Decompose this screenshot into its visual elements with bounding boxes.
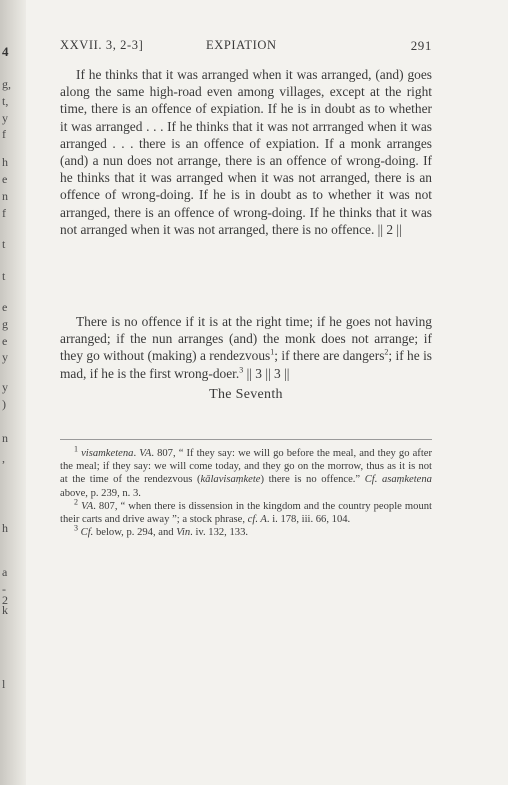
text-run: ) there is no offence.” xyxy=(260,474,365,486)
text-run: below, p. 294, and xyxy=(93,527,177,539)
footnote-marker: 2 xyxy=(384,347,389,357)
gutter-fragment: h xyxy=(2,521,8,535)
text-run: . xyxy=(133,448,140,459)
text-run: above, p. 239, n. 3. xyxy=(60,487,141,499)
running-header xyxy=(60,38,432,56)
gutter-fragment: k xyxy=(2,603,8,617)
citation: Vin xyxy=(176,527,191,539)
gutter-fragment: e xyxy=(2,300,8,314)
footnote-divider xyxy=(60,439,432,440)
footnotes xyxy=(60,444,433,539)
gutter-fragment: l xyxy=(2,677,6,691)
main-paragraph-1 xyxy=(60,66,432,238)
gutter-fragment: f xyxy=(2,206,6,220)
chapter-reference: XXVII. 3, 2-3] xyxy=(60,38,144,52)
gutter-fragment: 2 xyxy=(2,593,8,607)
gutter-fragment: n xyxy=(2,431,8,445)
footnote-2 xyxy=(60,497,432,526)
citation: cf. A xyxy=(247,514,267,526)
footnote-3 xyxy=(60,523,432,539)
running-title: EXPIATION xyxy=(206,38,277,52)
gutter-fragment: 4 xyxy=(2,44,9,59)
page-number: 291 xyxy=(410,38,432,53)
gutter-fragment: y xyxy=(2,380,8,394)
footnote-number: 2 xyxy=(74,497,78,507)
gutter-fragment: t, xyxy=(2,94,9,108)
gutter-fragment: , xyxy=(2,451,5,465)
gutter-fragment: f xyxy=(2,127,6,141)
gutter-fragment: g xyxy=(2,317,8,331)
text-run: . 807, “ when there is dissension in the kingdom and the country people mount their carts and drive away ”; a stock phrase, xyxy=(60,500,432,526)
citation: Cf. asaṃketena xyxy=(364,474,432,486)
footnote-1 xyxy=(60,444,433,500)
gutter-fragment: g, xyxy=(2,77,11,91)
gutter-fragment: a xyxy=(2,565,8,579)
main-paragraph-2 xyxy=(60,313,432,382)
gutter-fragment: e xyxy=(2,334,8,348)
text-run: There is no offence if it is at the right time; if he goes not having arranged; if the nun arranges (and) the monk does not arrange; if they go without (making) a rendezvous xyxy=(60,314,432,364)
footnote-marker: 3 xyxy=(239,365,244,375)
citation: Cf. xyxy=(80,527,94,539)
pali-term: kālavisaṃkete xyxy=(200,474,261,486)
gutter-fragment: y xyxy=(2,111,8,125)
text-run: . i. 178, iii. 66, 104. xyxy=(266,514,351,526)
text-run: . 807, “ If they say: we will go before the meal, and they go after the meal; if they say: we will come today, and they go on the morrow, thus as it is not at the time of the rendezvous ( xyxy=(60,448,433,486)
paragraph-text: If he thinks that it was arranged when it was arranged, (and) goes along the same high-road even among villages, except at the right time, there is an offence of expiation. If he is in doubt as to whether it was arranged . . . If he thinks that it was not arrranged when it was arranged . . . there is an offence of expiation. If a monk arranges (and) a nun does not arrange, there is an offence of wrong-doing. If he thinks that it was arranged when it was not arranged, there is an offence of wrong-doing. If he is in doubt as to whether it was not arranged, there is an offence of wrong-doing. If he thinks that it was not arranged when it was not arranged, there is no offence. || 2 || xyxy=(60,67,432,237)
text-run: || 3 || 3 || xyxy=(243,365,290,381)
text-run: ; if there are dangers xyxy=(274,348,385,364)
text-run: . iv. 132, 133. xyxy=(190,527,249,539)
footnote-marker: 1 xyxy=(270,347,275,357)
gutter-fragment: h xyxy=(2,155,8,169)
citation: VA xyxy=(81,500,94,512)
gutter-fragment: ) xyxy=(2,397,6,411)
gutter-fragment: y xyxy=(2,350,8,364)
citation: VA xyxy=(139,448,152,459)
gutter-fragment: e xyxy=(2,172,8,186)
footnote-number: 3 xyxy=(74,523,78,533)
gutter-fragment: n xyxy=(2,189,8,203)
pali-term: visamketena xyxy=(81,448,134,459)
section-heading: The Seventh xyxy=(209,387,283,402)
gutter-fragment: t xyxy=(2,237,6,251)
footnote-number: 1 xyxy=(74,444,78,454)
gutter-fragment: - xyxy=(2,582,6,596)
gutter-fragment: t xyxy=(2,269,6,283)
text-run: ; if he is mad, if he is the first wrong-doer. xyxy=(60,348,433,381)
paragraph-text xyxy=(60,313,432,382)
